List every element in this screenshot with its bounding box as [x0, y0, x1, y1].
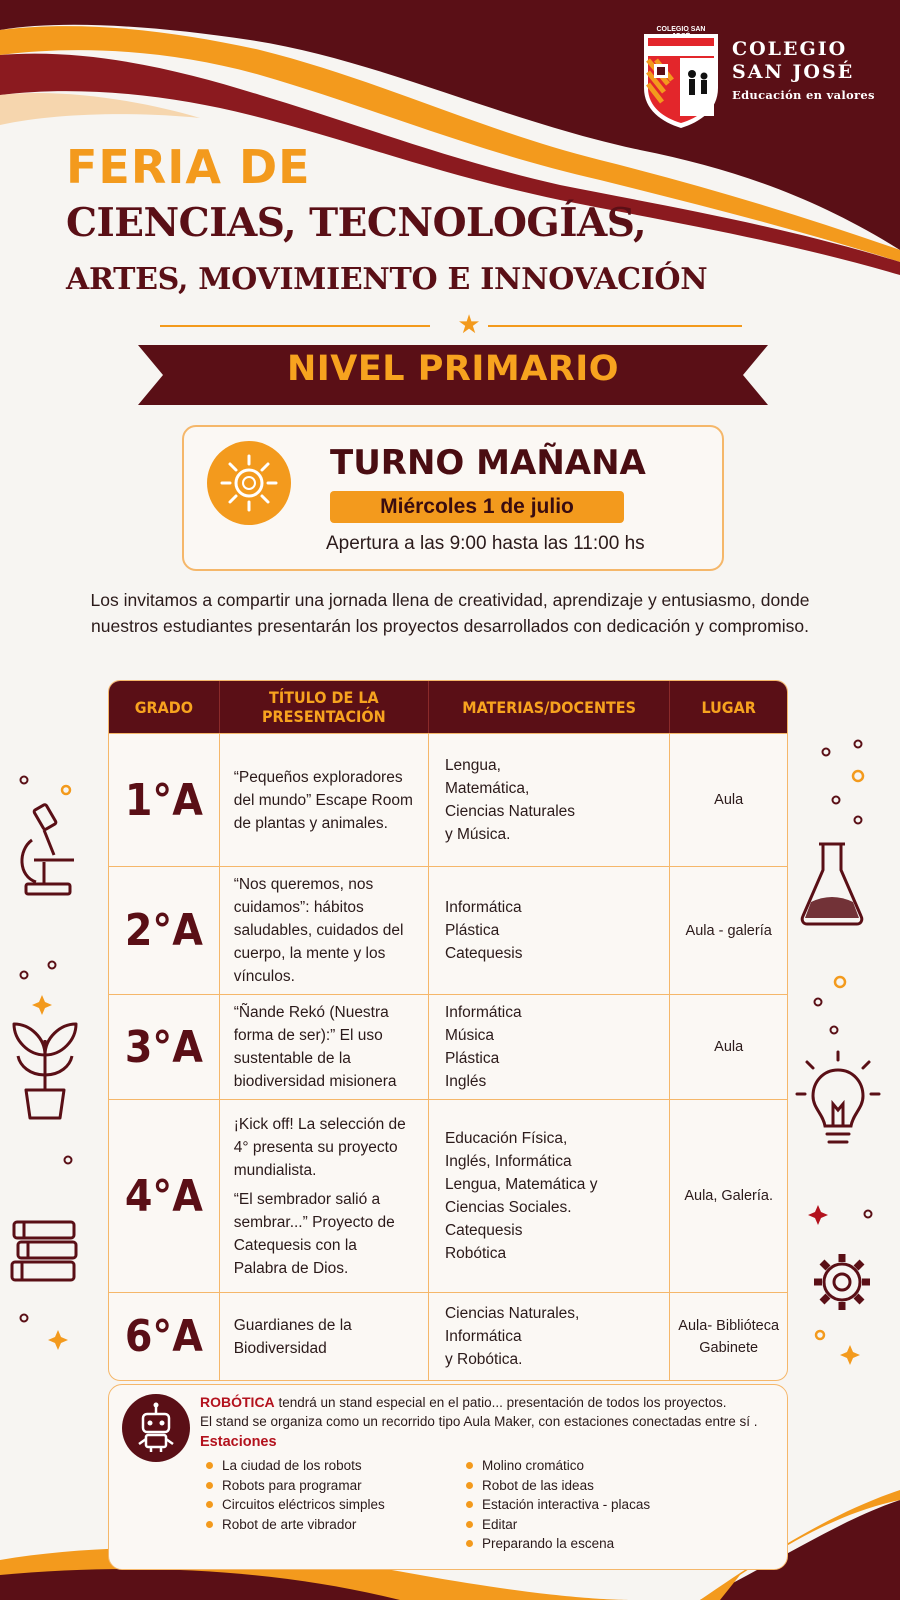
materia-item: y Música.	[444, 826, 511, 843]
lightbulb-icon	[795, 1048, 881, 1158]
turno-title: TURNO MAÑANA	[330, 443, 646, 483]
schedule-table	[108, 680, 788, 1381]
grado-cell: 3°A	[109, 994, 219, 1099]
materia-item: Matemática,	[444, 780, 530, 797]
table-row	[109, 994, 787, 1099]
lugar-cell: Aula, Galería.	[669, 1099, 787, 1292]
event-date: Miércoles 1 de julio	[330, 491, 624, 523]
list-item: Circuitos eléctricos simples	[200, 1495, 460, 1515]
materia-item: Música	[444, 1027, 495, 1044]
table-row	[109, 1292, 787, 1380]
materias-cell	[428, 1099, 669, 1292]
materia-item: Catequesis	[444, 945, 523, 962]
table-header-row	[109, 681, 787, 733]
header-titulo: TÍTULO DE LA PRESENTACIÓN	[219, 681, 428, 733]
level-title: NIVEL PRIMARIO	[286, 349, 620, 389]
list-item: Robot de las ideas	[460, 1476, 760, 1496]
titulo-cell	[219, 1099, 428, 1292]
materia-item: Robótica	[444, 1245, 507, 1262]
materia-item: Ciencias Sociales.	[444, 1199, 572, 1216]
materia-item: Catequesis	[444, 1222, 523, 1239]
header-materias: MATERIAS/DOCENTES	[428, 681, 669, 733]
titulo-cell	[219, 994, 428, 1099]
materia-item: Ciencias Naturales	[444, 803, 576, 820]
school-motto: Educación en valores	[732, 88, 875, 102]
titulo-cell	[219, 866, 428, 994]
estaciones-list-left	[200, 1456, 460, 1534]
materias-cell	[428, 733, 669, 866]
materia-item: Informática	[444, 1004, 522, 1021]
sun-icon	[206, 440, 292, 526]
plant-icon	[8, 1010, 82, 1120]
materias-cell	[428, 994, 669, 1099]
list-item: La ciudad de los robots	[200, 1456, 460, 1476]
materias-cell	[428, 1292, 669, 1380]
lugar-cell: Aula	[669, 994, 787, 1099]
materia-item: Inglés, Informática	[444, 1153, 572, 1170]
materia-item: Inglés	[444, 1073, 487, 1090]
school-name-line2: SAN JOSÉ	[732, 61, 855, 83]
materia-item: Educación Física,	[444, 1130, 568, 1147]
list-item: Editar	[460, 1515, 760, 1535]
materias-cell	[428, 866, 669, 994]
titulo-text: “Nos queremos, nos cuidamos”: hábitos saludables, cuidados del cuerpo, la mente y los vínculos.	[233, 876, 404, 985]
materia-item: Plástica	[444, 922, 500, 939]
robotica-line2: El stand se organiza como un recorrido tipo Aula Maker, con estaciones conectadas entre sí .	[200, 1414, 758, 1429]
titulo-text: Guardianes de la Biodiversidad	[233, 1316, 352, 1357]
divider-left	[160, 325, 430, 327]
flask-icon	[797, 840, 867, 926]
books-icon	[10, 1218, 80, 1286]
list-item: Estación interactiva - placas	[460, 1495, 760, 1515]
lugar-cell: Aula - galería	[669, 866, 787, 994]
grado-cell: 1°A	[109, 733, 219, 866]
titulo-cell	[219, 1292, 428, 1380]
titulo-text: “Pequeños exploradores del mundo” Escape Room de plantas y animales.	[233, 768, 413, 832]
header-lugar: LUGAR	[669, 681, 787, 733]
star-icon: ★	[457, 309, 481, 339]
titulo-cell	[219, 733, 428, 866]
robotica-line1	[200, 1394, 726, 1410]
lugar-cell: Aula	[669, 733, 787, 866]
school-name	[732, 38, 892, 102]
header-grado: GRADO	[109, 681, 219, 733]
grado-cell: 2°A	[109, 866, 219, 994]
table-row	[109, 866, 787, 994]
materia-item: Ciencias Naturales,	[444, 1305, 580, 1322]
robot-icon	[122, 1394, 190, 1462]
list-item: Molino cromático	[460, 1456, 760, 1476]
titulo-text: “El sembrador salió a sembrar...” Proyecto de Catequesis con la Palabra de Dios.	[233, 1190, 395, 1277]
titulo-text: “Ñande Rekó (Nuestra forma de ser):” El uso sustentable de la biodiversidad misionera	[233, 1004, 397, 1090]
materia-item: y Robótica.	[444, 1351, 523, 1368]
materia-item: Plástica	[444, 1050, 500, 1067]
list-item: Robots para programar	[200, 1476, 460, 1496]
grado-cell: 4°A	[109, 1099, 219, 1292]
table-row	[109, 1099, 787, 1292]
table-row	[109, 733, 787, 866]
robotica-line1-text: tendrá un stand especial en el patio... presentación de todos los proyectos.	[278, 1395, 727, 1410]
robotica-highlight: ROBÓTICA	[200, 1394, 275, 1410]
materia-item: Lengua,	[444, 757, 501, 774]
list-item: Robot de arte vibrador	[200, 1515, 460, 1535]
grado-cell: 6°A	[109, 1292, 219, 1380]
event-hours: Apertura a las 9:00 hasta las 11:00 hs	[326, 533, 645, 554]
lugar-cell: Aula- Biblióteca Gabinete	[669, 1292, 787, 1380]
estaciones-list-right	[460, 1456, 760, 1554]
intro-text: Los invitamos a compartir una jornada llena de creatividad, aprendizaje y entusiasmo, donde nuestros estudiantes presentarán los proyectos desarrollados con dedicación y compromiso.	[90, 590, 810, 636]
materia-item: Informática	[444, 899, 522, 916]
title-line1: FERIA DE	[66, 140, 311, 194]
logo-badge-text: COLEGIO SAN JOSÉ	[656, 26, 706, 40]
microscope-icon	[14, 800, 84, 910]
gear-icon	[810, 1250, 874, 1314]
title-line3: ARTES, MOVIMIENTO E INNOVACIÓN	[66, 262, 708, 297]
titulo-text: ¡Kick off! La selección de 4° presenta su proyecto mundialista.	[233, 1115, 406, 1179]
school-name-line1: COLEGIO	[732, 38, 848, 60]
materia-item: Lengua, Matemática y	[444, 1176, 598, 1193]
estaciones-label: Estaciones	[200, 1434, 277, 1450]
title-line2: CIENCIAS, TECNOLOGÍAS,	[66, 200, 647, 246]
list-item: Preparando la escena	[460, 1534, 760, 1554]
materia-item: Informática	[444, 1328, 522, 1345]
divider-right	[488, 325, 742, 327]
